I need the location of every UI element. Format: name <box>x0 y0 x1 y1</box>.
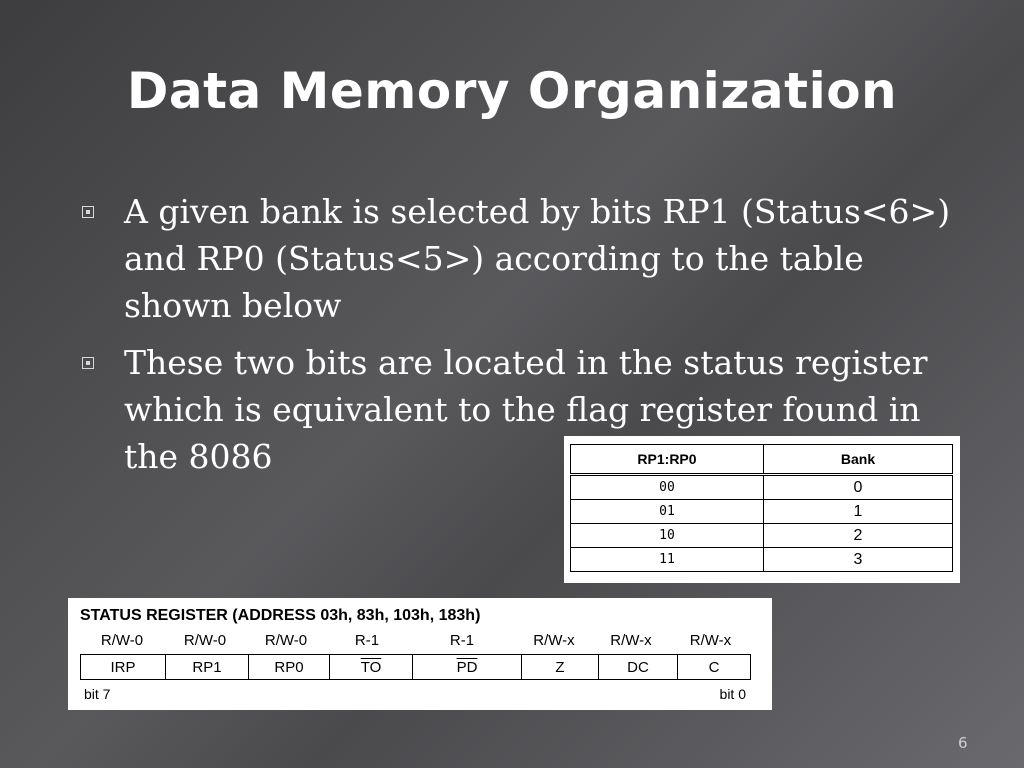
table-cell-bank: 2 <box>764 524 953 548</box>
status-register-title: STATUS REGISTER (ADDRESS 03h, 83h, 103h, 183h) <box>80 607 481 624</box>
access-label: R-1 <box>354 632 380 649</box>
table-row <box>571 548 953 572</box>
bullet-text: A given bank is selected by bits RP1 (Status<6>) and RP0 (Status<5>) according to the table shown below <box>124 192 951 325</box>
access-label: R/W-x <box>689 632 732 649</box>
square-bullet-icon <box>82 206 94 218</box>
bit-cell-dc: DC <box>599 655 678 680</box>
access-label: R/W-0 <box>100 632 144 649</box>
bit-cell-c: C <box>678 655 751 680</box>
table-row <box>571 500 953 524</box>
table-cell-code: 11 <box>571 548 764 572</box>
slide-title: Data Memory Organization <box>126 62 898 120</box>
page-number: 6 <box>958 734 968 752</box>
table-row <box>81 655 751 680</box>
access-label: R/W-0 <box>183 632 227 649</box>
column-header-bank: Bank <box>764 445 953 475</box>
access-label: R/W-0 <box>264 632 308 649</box>
bit-cell-pd <box>413 655 522 680</box>
bit-cell-rp0: RP0 <box>249 655 330 680</box>
bit7-label: bit 7 <box>84 686 111 702</box>
table-cell-code: 00 <box>571 475 764 500</box>
access-label: R/W-x <box>533 632 575 649</box>
table-row <box>571 475 953 500</box>
access-type-row <box>80 632 752 650</box>
table-cell-bank: 1 <box>764 500 953 524</box>
table-cell-code: 01 <box>571 500 764 524</box>
table-row <box>571 524 953 548</box>
bit-cell-irp: IRP <box>81 655 166 680</box>
bit0-label: bit 0 <box>719 686 746 702</box>
status-bits-table <box>80 654 751 680</box>
square-bullet-icon <box>82 357 94 369</box>
status-register-image <box>68 598 772 710</box>
bullet-text: These two bits are located in the status register which is equivalent to the flag register found in the 8086 <box>124 343 928 476</box>
column-header-rp1-rp0: RP1:RP0 <box>571 445 764 475</box>
access-label: R/W-x <box>610 632 652 649</box>
bit-cell-rp1: RP1 <box>166 655 249 680</box>
bit-cell-to <box>330 655 413 680</box>
bit-label-pd: $\overline{PD}$ <box>456 658 478 676</box>
bit-cell-z: Z <box>522 655 599 680</box>
table-header-row <box>571 445 953 475</box>
table-cell-bank: 3 <box>764 548 953 572</box>
bit-label-to: $\overline{TO}$ <box>360 658 382 676</box>
table-cell-code: 10 <box>571 524 764 548</box>
access-label: R-1 <box>449 632 475 649</box>
table-cell-bank: 0 <box>764 475 953 500</box>
bank-select-table <box>570 444 953 572</box>
bank-select-table-image <box>564 436 960 583</box>
bullet-item <box>80 188 980 329</box>
